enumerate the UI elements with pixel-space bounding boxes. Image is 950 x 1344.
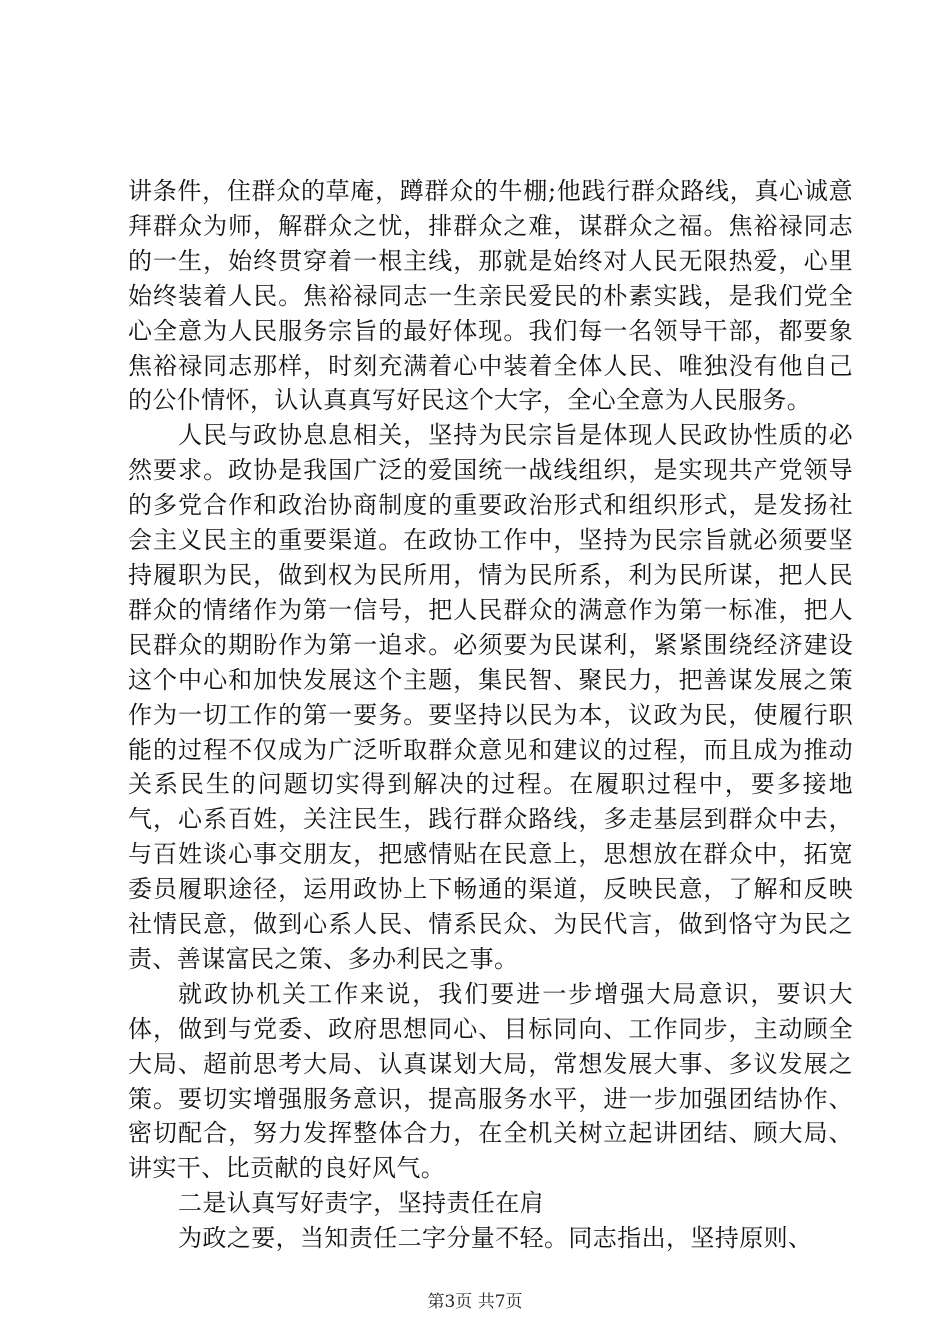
page-footer: 第3页 共7页 xyxy=(427,1292,523,1312)
paragraph-3: 就政协机关工作来说，我们要进一步增强大局意识，要识大体，做到与党委、政府思想同心、目标同向、工作同步，主动顾全大局、超前思考大局、认真谋划大局，常想发展大事、多议发展之策。要切实增强服务意识，提高服务水平，进一步加强团结协作、密切配合，努力发挥整体合力，在全机关树立起讲团结、顾大局、讲实干、比贡献的良好风气。 xyxy=(128,979,853,1183)
document-body xyxy=(128,174,853,1256)
paragraph-2: 人民与政协息息相关，坚持为民宗旨是体现人民政协性质的必然要求。政协是我国广泛的爱国统一战线组织，是实现共产党领导的多党合作和政治协商制度的重要政治形式和组织形式，是发扬社会主义民主的重要渠道。在政协工作中，坚持为民宗旨就必须要坚持履职为民，做到权为民所用，情为民所系，利为民所谋，把人民群众的情绪作为第一信号，把人民群众的满意作为第一标准，把人民群众的期盼作为第一追求。必须要为民谋利，紧紧围绕经济建设这个中心和加快发展这个主题，集民智、聚民力，把善谋发展之策作为一切工作的第一要务。要坚持以民为本，议政为民，使履行职能的过程不仅成为广泛听取群众意见和建议的过程，而且成为推动关系民生的问题切实得到解决的过程。在履职过程中，要多接地气，心系百姓，关注民生，践行群众路线，多走基层到群众中去，与百姓谈心事交朋友，把感情贴在民意上，思想放在群众中，拓宽委员履职途径，运用政协上下畅通的渠道，反映民意，了解和反映社情民意，做到心系人民、情系民众、为民代言，做到恪守为民之责、善谋富民之策、多办利民之事。 xyxy=(128,421,853,973)
section-heading: 二是认真写好责字，坚持责任在肩 xyxy=(178,1189,544,1218)
paragraph-1: 讲条件，住群众的草庵，蹲群众的牛棚;他践行群众路线，真心诚意拜群众为师，解群众之忧，排群众之难，谋群众之福。焦裕禄同志的一生，始终贯穿着一根主线，那就是始终对人民无限热爱，心里始终装着人民。焦裕禄同志一生亲民爱民的朴素实践，是我们党全心全意为人民服务宗旨的最好体现。我们每一名领导干部，都要象焦裕禄同志那样，时刻充满着心中装着全体人民、唯独没有他自己的公仆情怀，认认真真写好民这个大字，全心全意为人民服务。 xyxy=(128,177,853,415)
paragraph-4: 为政之要，当知责任二字分量不轻。同志指出，坚持原则、 xyxy=(178,1224,813,1253)
